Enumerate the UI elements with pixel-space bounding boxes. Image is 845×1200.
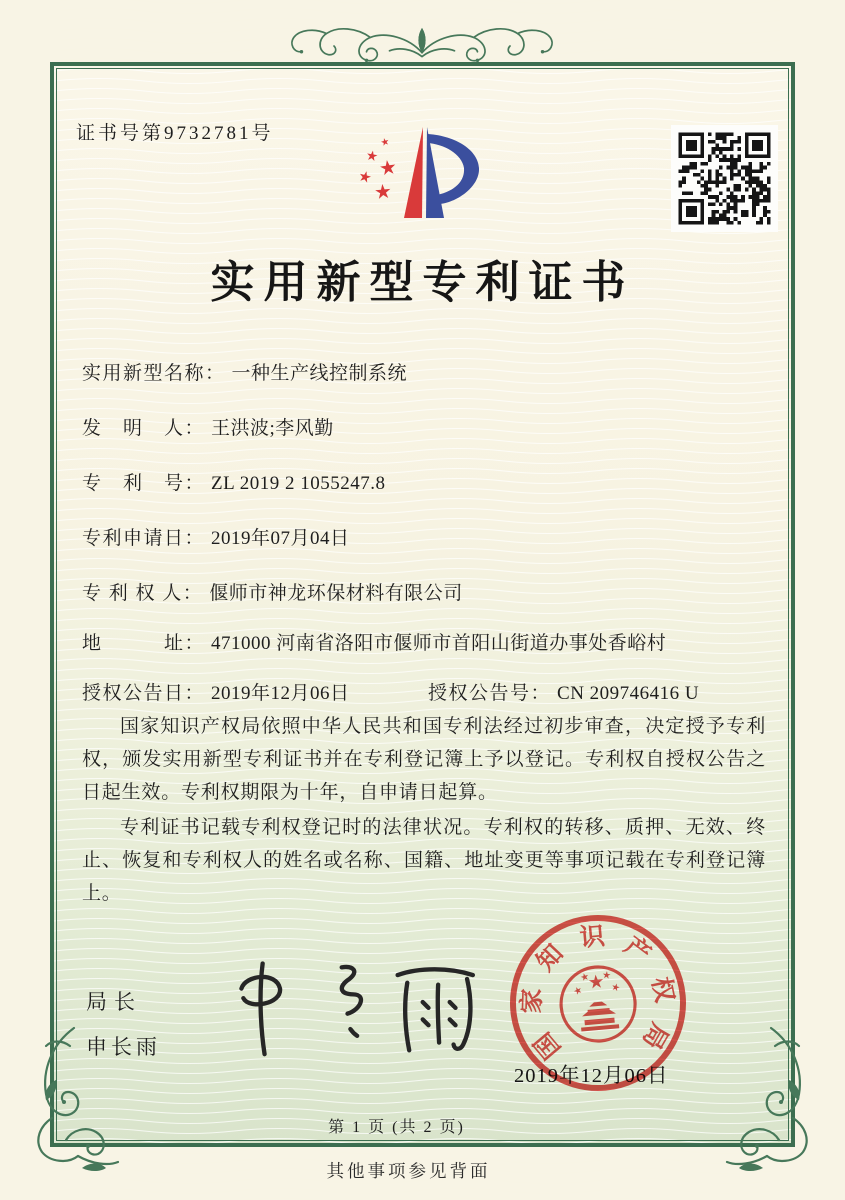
field-value: 一种生产线控制系统 — [231, 363, 408, 384]
legal-paragraph-1: 国家知识产权局依照中华人民共和国专利法经过初步审查，决定授予专利权，颁发实用新型专利证书并在专利登记簿上予以登记。专利权自授权公告之日起生效。专利权期限为十年，自申请日起算。 — [82, 716, 766, 804]
grant-date-value: 2019年12月06日 — [211, 683, 350, 704]
director-title: 局长 — [86, 990, 142, 1014]
field-value: 王洪波;李风勤 — [211, 418, 334, 439]
field-value: 2019年07月04日 — [211, 528, 350, 549]
grant-date-label: 授权公告日： — [82, 683, 206, 704]
legal-paragraph-2: 专利证书记载专利权登记时的法律状况。专利权的转移、质押、无效、终止、恢复和专利权人的姓名或名称、国籍、地址变更等事项记载在专利登记簿上。 — [82, 817, 766, 905]
cnipa-seal-icon — [495, 900, 701, 1106]
back-side-note: 其他事项参见背面 — [326, 1161, 491, 1181]
grant-number-value: CN 209746416 U — [557, 683, 700, 704]
qr-code — [671, 125, 778, 232]
legal-text — [82, 710, 766, 912]
seal-char: 权 — [646, 974, 678, 1005]
national-emblem-icon — [558, 964, 638, 1044]
field-row-patent-number — [82, 468, 386, 495]
field-row-grant — [82, 678, 700, 705]
field-label: 实用新型名称： — [82, 363, 226, 384]
certificate-title: 实用新型专利证书 — [210, 258, 635, 307]
field-label: 专利申请日： — [82, 528, 206, 549]
field-value: ZL 2019 2 1055247.8 — [211, 473, 386, 494]
seal-char: 国 — [529, 1026, 567, 1064]
page-number: 第 1 页 (共 2 页) — [328, 1119, 465, 1136]
seal-char: 识 — [578, 923, 606, 953]
director-name: 申长雨 — [86, 1035, 161, 1059]
field-row-address — [82, 628, 666, 655]
field-label: 发 明 人： — [82, 418, 206, 439]
field-row-inventor — [82, 413, 334, 440]
top-center-flourish-icon — [272, 24, 572, 68]
cnipa-logo-icon — [352, 122, 482, 226]
field-row-name — [82, 358, 407, 385]
field-row-patentee — [82, 578, 463, 605]
field-label: 专 利 号： — [82, 473, 206, 494]
field-value: 471000 河南省洛阳市偃师市首阳山街道办事处香峪村 — [211, 633, 667, 654]
field-row-filing-date — [82, 523, 350, 550]
seal-date: 2019年12月06日 — [514, 1065, 669, 1087]
seal-char: 产 — [619, 932, 656, 969]
grant-number-label: 授权公告号： — [428, 683, 552, 704]
field-label: 地 址： — [82, 633, 206, 654]
seal-char: 知 — [531, 939, 569, 977]
grant-number-group — [428, 678, 699, 705]
seal-char: 局 — [636, 1018, 673, 1054]
director-signature-icon — [226, 944, 496, 1064]
certificate-number: 证书号第9732781号 — [76, 123, 274, 144]
field-label: 专 利 权 人： — [82, 583, 204, 604]
seal-char: 家 — [518, 988, 547, 1014]
field-value: 偃师市神龙环保材料有限公司 — [209, 583, 463, 604]
